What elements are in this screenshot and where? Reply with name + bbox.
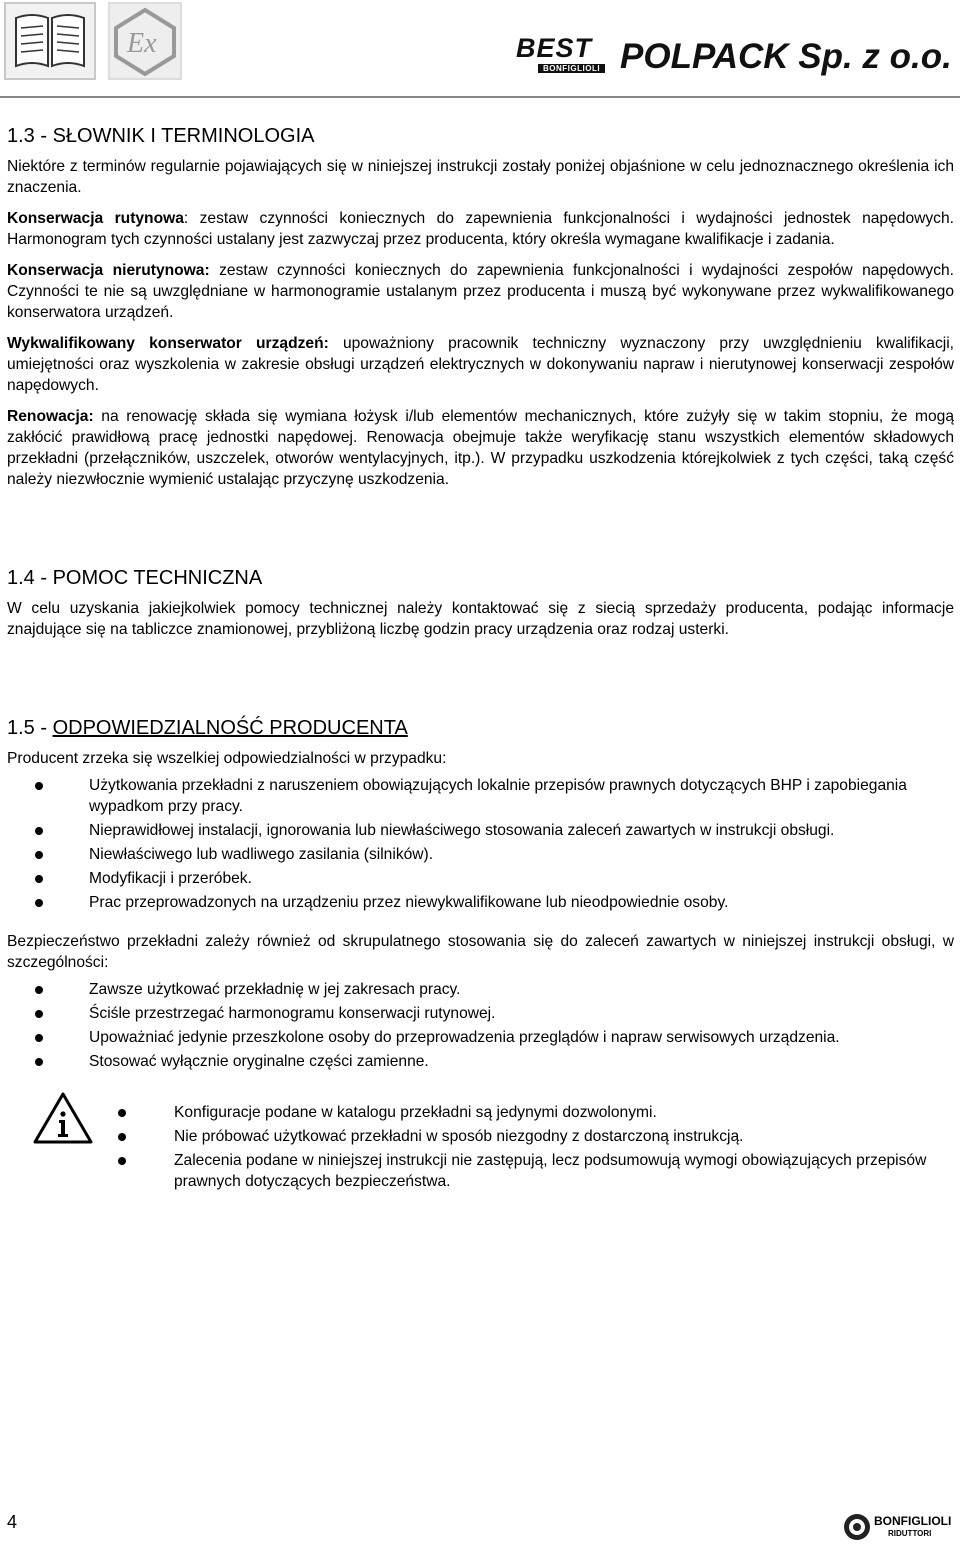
svg-text:Ex: Ex: [127, 28, 157, 59]
footer-logo: [842, 1510, 958, 1544]
list-item: Ściśle przestrzegać harmonogramu konserwacji rutynowej.: [7, 1003, 954, 1024]
list-item: Zalecenia podane w niniejszej instrukcji nie zastępują, lecz podsumowują wymogi obowiązujących przepisów prawnych dotyczących bezpieczeństwa.: [7, 1150, 954, 1192]
term-definition: na renowację składa się wymiana łożysk i/lub elementów mechanicznych, które zużyły się w takim stopniu, że mogą zakłócić prawidłową pracę jednostki napędowej. Renowacja obejmuje także weryfikację stanu wszystkich elementów składowych przekładni (przełączników, uszczelek, otworów wentylacyjnych, itp.). W przypadku uszkodzenia którejkolwiek z tych części, taką część należy niezwłocznie wymienić ustalając przyczynę uszkodzenia.: [7, 408, 954, 488]
term-routine-maintenance: [7, 208, 954, 250]
section-title-1-3: 1.3 - SŁOWNIK I TERMINOLOGIA: [7, 125, 315, 147]
brand-best-text: BEST: [516, 33, 593, 63]
section-title-1-4: 1.4 - POMOC TECHNICZNA: [7, 567, 263, 589]
list-item: Stosować wyłącznie oryginalne części zamienne.: [7, 1051, 954, 1072]
bullet-icon: [35, 1058, 43, 1066]
term-extraordinary-maintenance: [7, 260, 954, 323]
safety-intro: Bezpieczeństwo przekładni zależy również od skrupulatnego stosowania się do zaleceń zawartych w niniejszej instrukcji obsługi, w szczególności:: [7, 933, 954, 971]
warning-list: [7, 1102, 954, 1192]
page-content: [7, 124, 954, 1210]
bullet-icon: [35, 827, 43, 835]
section-1-3-intro: Niektóre z terminów regularnie pojawiających się w niniejszej instrukcji zostały poniżej objaśnione w celu jednoznacznego określenia ich znaczenia.: [7, 158, 954, 196]
company-name: POLPACK Sp. z o.o.: [620, 37, 952, 76]
section-title-text: ODPOWIEDZIALNOŚĆ PRODUCENTA: [52, 717, 408, 739]
term-qualified-technician: [7, 333, 954, 396]
ex-atex-icon: [108, 2, 182, 80]
term-renovation: [7, 406, 954, 490]
safety-list: [7, 979, 954, 1072]
list-item: Nieprawidłowej instalacji, ignorowania lub niewłaściwego stosowania zaleceń zawartych w instrukcji obsługi.: [7, 820, 954, 841]
bullet-icon: [35, 1034, 43, 1042]
list-item: Zawsze użytkować przekładnię w jej zakresach pracy.: [7, 979, 954, 1000]
page-number: 4: [7, 1512, 18, 1532]
list-item: Nie próbować użytkować przekładni w sposób niezgodny z dostarczoną instrukcją.: [7, 1126, 954, 1147]
bullet-icon: [35, 782, 43, 790]
bullet-icon: [118, 1133, 126, 1141]
brand-logo: [512, 33, 960, 81]
footer-brand-sub: RIDUTTORI: [888, 1529, 932, 1538]
liability-list: [7, 775, 954, 913]
bullet-icon: [35, 1010, 43, 1018]
brand-sub-text: BONFIGLIOLI: [538, 64, 605, 73]
term-label: Wykwalifikowany konserwator urządzeń:: [7, 335, 329, 352]
manual-book-icon: [4, 2, 96, 80]
term-label: Konserwacja nierutynowa:: [7, 262, 210, 279]
list-item: Prac przeprowadzonych na urządzeniu przez niewykwalifikowane lub nieodpowiednie osoby.: [7, 892, 954, 913]
section-number: 1.5 -: [7, 717, 53, 739]
list-item: Modyfikacji i przeróbek.: [7, 868, 954, 889]
term-definition: : zestaw czynności koniecznych do zapewnienia funkcjonalności i wydajności jednostek napędowych. Harmonogram tych czynności ustalany jest zazwyczaj przez producenta, który określa wymagane kwalifikacje i zadania.: [7, 210, 954, 248]
bullet-icon: [118, 1109, 126, 1117]
list-item: Użytkowania przekładni z naruszeniem obowiązujących lokalnie przepisów prawnych dotyczących BHP i zapobiegania wypadkom przy pracy.: [7, 775, 954, 817]
header-divider: [0, 96, 960, 98]
warning-block: [7, 1102, 954, 1192]
bullet-icon: [35, 899, 43, 907]
bullet-icon: [35, 851, 43, 859]
term-label: Renowacja:: [7, 408, 94, 425]
bullet-icon: [118, 1157, 126, 1165]
list-item: Konfiguracje podane w katalogu przekładni są jedynymi dozwolonymi.: [7, 1102, 954, 1123]
term-definition: upoważniony pracownik techniczny wyznaczony przy uwzględnieniu kwalifikacji, umiejętności oraz wyszkolenia w zakresie obsługi urządzeń elektrycznych w dokonywaniu napraw i nierutynowej konserwacji zespołów napędowych.: [7, 335, 954, 394]
section-1-4-text: W celu uzyskania jakiejkolwiek pomocy technicznej należy kontaktować się z siecią sprzedaży producenta, podając informacje znajdujące się na tabliczce znamionowej, przybliżoną liczbę godzin pracy urządzenia oraz rodzaj usterki.: [7, 600, 954, 638]
list-item: Upoważniać jedynie przeszkolone osoby do przeprowadzenia przeglądów i napraw serwisowych urządzenia.: [7, 1027, 954, 1048]
list-item: Niewłaściwego lub wadliwego zasilania (silników).: [7, 844, 954, 865]
bullet-icon: [35, 986, 43, 994]
term-label: Konserwacja rutynowa: [7, 210, 184, 227]
footer-brand: BONFIGLIOLI: [874, 1514, 952, 1528]
gear-logo-icon: [842, 1512, 872, 1542]
bullet-icon: [35, 875, 43, 883]
section-1-5-intro: Producent zrzeka się wszelkiej odpowiedzialności w przypadku:: [7, 750, 447, 767]
section-title-1-5: [7, 716, 954, 740]
term-definition: zestaw czynności koniecznych do zapewnienia funkcjonalności i wydajności zespołów napędowych. Czynności te nie są uwzględniane w harmonogramie ustalanym przez producenta i muszą być wykonywane przez wykwalifikowanego konserwatora urządzeń.: [7, 262, 955, 321]
